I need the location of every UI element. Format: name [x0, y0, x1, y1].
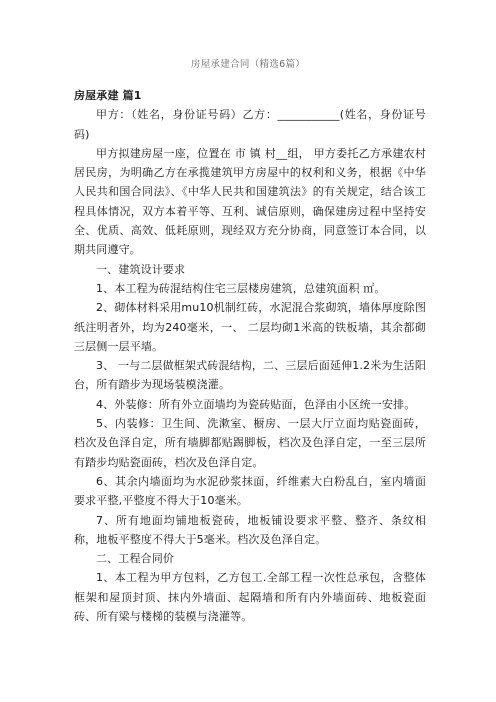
- price-clause-1: 1、本工程为甲方包料，乙方包工.全部工程一次性总承包，含整体框架和屋顶封顶、抹内外墙面、起隔墙和所有内外墙面砖、地板瓷面砖、所有梁与楼梯的装模与浇灌等。: [74, 571, 426, 624]
- party-info-paragraph: 甲方：（姓名，身份证号码）乙方：___________(姓名，身份证号码): [74, 108, 426, 141]
- clause-4: 4、外装修：所有外立面墙均为瓷砖贴面，色泽由小区统一安排。: [96, 397, 416, 411]
- clause-5: 5、内装修：卫生间、洗漱室、橱房、一层大厅立面均贴瓷面砖，档次及色泽自定，所有墙脚都贴踢脚板，档次及色泽自定，一至三层所有踏步均贴瓷面砖，档次及色泽自定。: [74, 417, 426, 469]
- section-title: 房屋承建 篇1: [74, 89, 142, 102]
- clause-6: 6、其余内墙面均为水泥砂浆抹面，纤维素大白粉乱白，室内墙面要求平整,平整度不得大于10毫米。: [74, 474, 426, 508]
- section-heading-price: 二、工程合同价: [96, 552, 175, 566]
- document-body: [74, 86, 426, 626]
- preamble-paragraph: 甲方拟建房屋一座，位置在 市 镇 村__组， 甲方委托乙方承建农村居民房，为明确乙方在承揽建筑甲方房屋中的权利和义务，根据《中华人民共和国合同法》、《中华人民共和国建筑法》的有关规定，结合该工程具体情况，双方本着平等、互利、诚信原则，确保建房过程中坚持安全、优质、高效、低耗原则，现经双方充分协商，同意签订本合同，以期共同遵守。: [74, 146, 426, 257]
- document-header-title: 房屋承建合同（精选6篇）: [190, 59, 306, 70]
- clause-1: 1、本工程为砖混结构住宅三层楼房建筑，总建筑面积 ㎡。: [96, 281, 386, 295]
- section-heading-design: 一、建筑设计要求: [96, 262, 186, 276]
- clause-2: 2、砌体材料采用mu10机制红砖，水泥混合浆砌筑，墙体厚度除图纸注明者外，均为240毫米，一、 二层均砌1米高的铁板墙，其余都砌三层侧一层平墙。: [74, 301, 426, 353]
- clause-7: 7、所有地面均铺地板瓷砖，地板铺设要求平整、整齐、条纹相称，地板平整度不得大于5毫米。档次及色泽自定。: [74, 513, 426, 546]
- clause-3: 3、 一与二层做框架式砖混结构，二、三层后面延伸1.2米为生活阳台，所有踏步为现场装模浇灌。: [74, 359, 426, 392]
